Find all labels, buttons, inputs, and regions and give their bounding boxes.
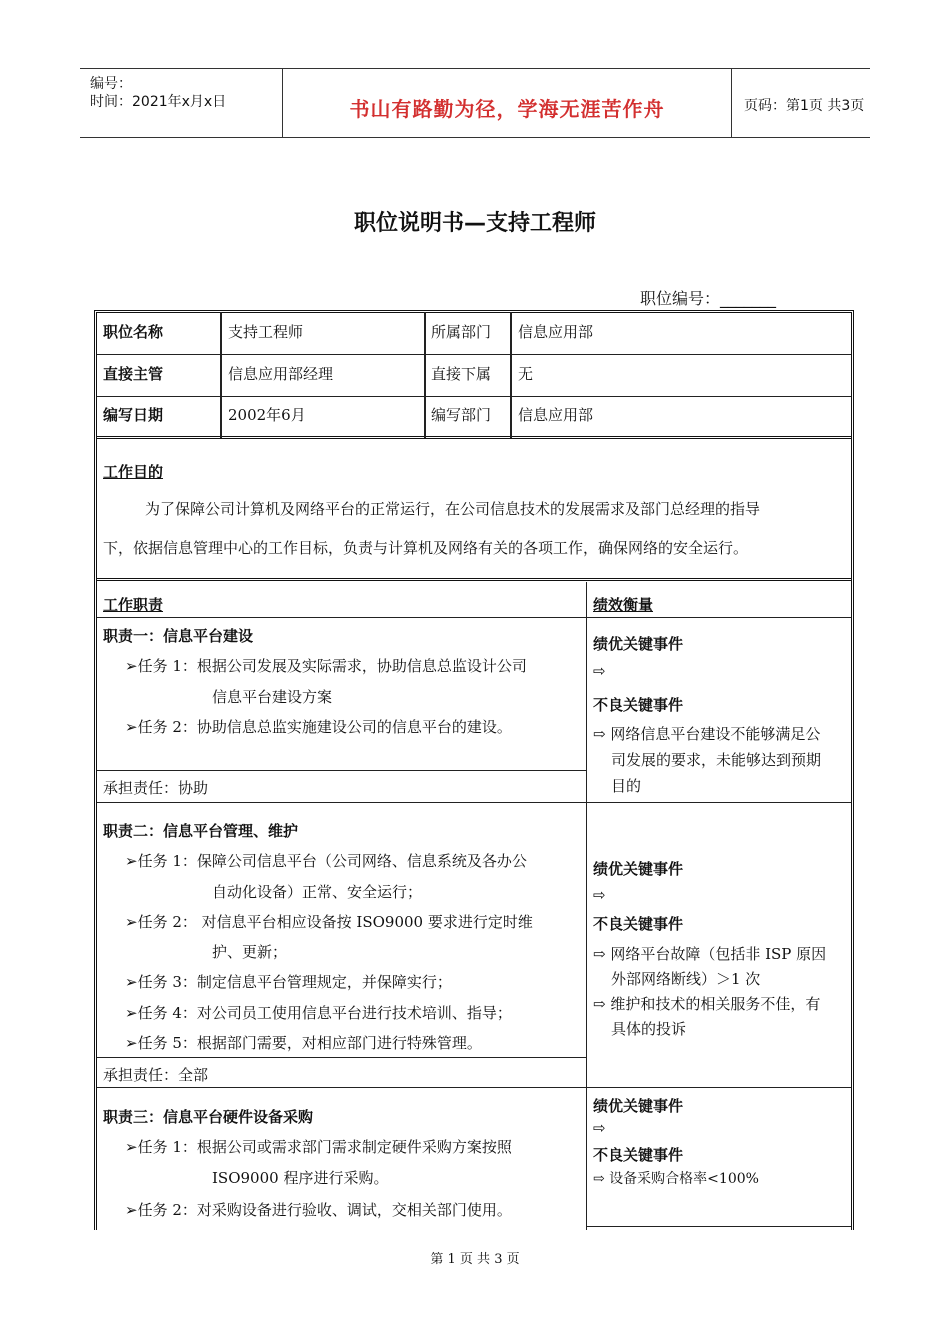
duty3-task1-a: ➢任务 1：根据公司或需求部门需求制定硬件采购方案按照 xyxy=(125,1138,512,1156)
col-divider xyxy=(586,582,587,1230)
motto: 书山有路勤为径，学海无涯苦作舟 xyxy=(349,97,665,121)
page-label: 页码：第1页 共3页 xyxy=(744,98,865,114)
col-divider xyxy=(510,312,512,438)
duty2-task2-b: 护、更新； xyxy=(212,943,288,961)
duty1-bad-1b: 司发展的要求，未能够达到预期 xyxy=(611,751,822,769)
section-divider xyxy=(97,578,851,581)
duty1-title: 职责一：信息平台建设 xyxy=(103,627,254,645)
page-title: 职位说明书—支持工程师 xyxy=(353,211,596,236)
duty2-bad-heading: 不良关键事件 xyxy=(593,915,684,933)
label-position-name: 职位名称 xyxy=(103,323,164,341)
duty2-bad-2a: ⇨ 维护和技术的相关服务不佳，有 xyxy=(593,995,821,1013)
duty1-bad-1c: 目的 xyxy=(611,777,642,795)
value-author-dept: 信息应用部 xyxy=(518,406,594,424)
duty3-good-item: ⇨ xyxy=(593,1119,606,1137)
row-divider xyxy=(97,354,851,355)
duty2-task3: ➢任务 3：制定信息平台管理规定，并保障实行； xyxy=(125,973,452,991)
purpose-line-1: 为了保障公司计算机及网络平台的正常运行，在公司信息技术的发展需求及部门总经理的指导 xyxy=(145,500,761,518)
duty2-good-heading: 绩优关键事件 xyxy=(593,860,684,878)
col-divider xyxy=(220,312,222,438)
row-divider xyxy=(97,1057,586,1058)
row-divider xyxy=(97,396,851,397)
duty2-task4: ➢任务 4：对公司员工使用信息平台进行技术培训、指导； xyxy=(125,1004,512,1022)
row-divider xyxy=(97,617,851,618)
duty2-task1-a: ➢任务 1：保障公司信息平台（公司网络、信息系统及各办公 xyxy=(125,852,527,870)
number-label: 编号： xyxy=(90,76,132,92)
duty2-bad-2b: 具体的投诉 xyxy=(611,1020,687,1038)
duty3-bad-heading: 不良关键事件 xyxy=(593,1146,684,1164)
duty3-bad-1: ⇨ 设备采购合格率<100% xyxy=(593,1171,759,1187)
duty1-good-item: ⇨ xyxy=(593,662,606,680)
value-position-name: 支持工程师 xyxy=(228,323,304,341)
duty1-task1-b: 信息平台建设方案 xyxy=(212,688,333,706)
duty2-task1-b: 自动化设备）正常、安全运行； xyxy=(212,883,423,901)
value-date: 2002年6月 xyxy=(228,406,306,424)
duty1-bad-1a: ⇨ 网络信息平台建设不能够满足公 xyxy=(593,725,821,743)
value-subordinates: 无 xyxy=(518,365,534,383)
value-department: 信息应用部 xyxy=(518,323,594,341)
duty2-bad-1a: ⇨ 网络平台故障（包括非 ISP 原因 xyxy=(593,945,827,963)
duty3-title: 职责三：信息平台硬件设备采购 xyxy=(103,1108,314,1126)
row-divider xyxy=(97,802,851,803)
row-divider xyxy=(97,770,586,771)
duty2-bad-1b: 外部网络断线）＞1 次 xyxy=(611,970,761,988)
duty2-task2-a: ➢任务 2： 对信息平台相应设备按 ISO9000 要求进行定时维 xyxy=(125,913,533,931)
value-supervisor: 信息应用部经理 xyxy=(228,365,334,383)
duty2-title: 职责二：信息平台管理、维护 xyxy=(103,822,299,840)
col-divider xyxy=(424,312,426,438)
duty1-responsibility: 承担责任：协助 xyxy=(103,779,209,797)
duty3-task1-b: ISO9000 程序进行采购。 xyxy=(212,1169,389,1187)
page-header xyxy=(80,68,870,138)
duty2-task5: ➢任务 5：根据部门需要，对相应部门进行特殊管理。 xyxy=(125,1034,482,1052)
label-subordinates: 直接下属 xyxy=(431,365,492,383)
label-department: 所属部门 xyxy=(431,323,492,341)
duty3-task2: ➢任务 2：对采购设备进行验收、调试，交相关部门使用。 xyxy=(125,1201,512,1219)
duty1-good-heading: 绩优关键事件 xyxy=(593,635,684,653)
position-number: 职位编号：_______ xyxy=(640,289,777,308)
label-supervisor: 直接主管 xyxy=(103,365,164,383)
row-divider xyxy=(586,1226,851,1227)
label-author-dept: 编写部门 xyxy=(431,406,492,424)
row-divider xyxy=(97,1087,851,1088)
time-label: 时间：2021年x月x日 xyxy=(90,94,227,110)
duty2-responsibility: 承担责任：全部 xyxy=(103,1066,209,1084)
duty1-bad-heading: 不良关键事件 xyxy=(593,696,684,714)
row-divider xyxy=(97,436,851,439)
duty2-good-item: ⇨ xyxy=(593,886,606,904)
purpose-line-2: 下，依据信息管理中心的工作目标，负责与计算机及网络有关的各项工作，确保网络的安全运行。 xyxy=(103,539,749,557)
page-cell xyxy=(732,69,870,137)
duty1-task1-a: ➢任务 1：根据公司发展及实际需求，协助信息总监设计公司 xyxy=(125,657,527,675)
header-meta xyxy=(80,69,282,137)
label-date: 编写日期 xyxy=(103,406,164,424)
purpose-heading: 工作目的 xyxy=(103,463,164,481)
motto-cell xyxy=(282,69,732,137)
col-kpi-heading: 绩效衡量 xyxy=(593,596,654,614)
duty1-task2: ➢任务 2：协助信息总监实施建设公司的信息平台的建设。 xyxy=(125,718,512,736)
col-duty-heading: 工作职责 xyxy=(103,596,164,614)
duty3-good-heading: 绩优关键事件 xyxy=(593,1097,684,1115)
page-footer: 第 1 页 共 3 页 xyxy=(430,1252,520,1267)
